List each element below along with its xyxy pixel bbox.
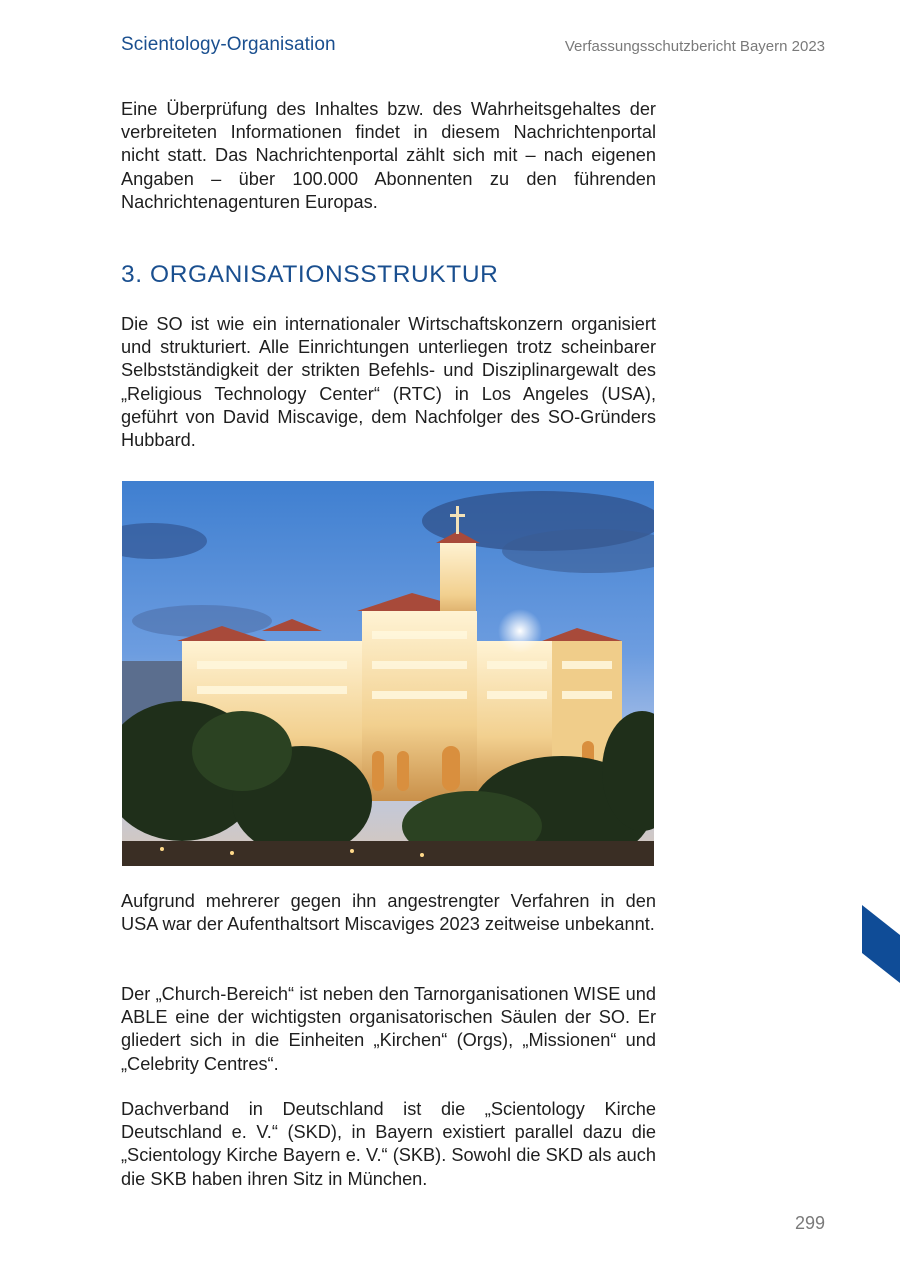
- report-title: Verfassungsschutzbericht Bayern 2023: [564, 38, 825, 55]
- paragraph-germany: Dachverband in Deutschland ist die „Scientology Kirche Deutschland e. V.“ (SKD), in Bayern existiert parallel dazu die „Scientology Kirche Bayern e. V.“ (SKB). Sowohl die SKD als auch die SKB haben ihren Sitz in München.: [121, 1099, 656, 1189]
- paragraph-intro: Eine Überprüfung des Inhaltes bzw. des Wahrheitsgehaltes der verbreiteten Informationen findet in diesem Nachrichtenportal nicht statt. Das Nachrichtenportal zählt sich mit – nach eigenen Angaben – über 100.000 Abonnenten zu den führenden Nachrichtenagenturen Europas.: [121, 99, 656, 212]
- building-photo: [122, 481, 654, 866]
- paragraph-miscavige: Aufgrund mehrerer gegen ihn angestrengter Verfahren in den USA war der Aufenthaltsort Miscaviges 2023 zeitweise unbekannt.: [121, 891, 656, 935]
- paragraph-church: Der „Church-Bereich“ ist neben den Tarnorganisationen WISE und ABLE eine der wichtigsten organisatorischen Säulen der SO. Er gliedert sich in die Einheiten „Kirchen“ (Orgs), „Missionen“ und „Celebrity Centres“.: [121, 984, 656, 1074]
- section-heading: 3. ORGANISATIONSSTRUKTUR: [121, 261, 499, 288]
- page-number: 299: [794, 1213, 825, 1233]
- chapter-tab-marker: [862, 905, 900, 983]
- paragraph-structure: Die SO ist wie ein internationaler Wirtschaftskonzern organisiert und strukturiert. Alle Einrichtungen unterliegen trotz scheinbarer Selbstständigkeit der strikten Befehls- und Disziplinargewalt des „Religious Technology Center“ (RTC) in Los Angeles (USA), geführt von David Miscavige, dem Nachfolger des SO-Gründers Hubbard.: [121, 314, 656, 451]
- section-title: Scientology-Organisation: [121, 34, 336, 55]
